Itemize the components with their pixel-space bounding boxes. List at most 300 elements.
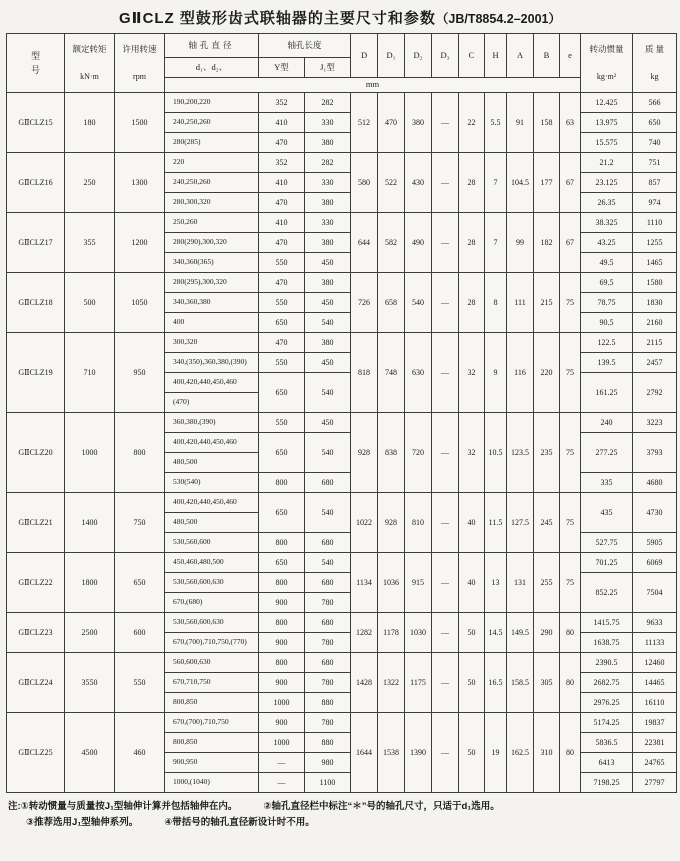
- inertia-unit-label: kg·m²: [596, 72, 617, 82]
- inertia-value: 78.75: [581, 293, 633, 313]
- model-name: GⅡCLZ20: [7, 413, 65, 493]
- torque-value: 1000: [65, 413, 115, 493]
- dim-D2-value: 490: [405, 213, 432, 273]
- inertia-value: 90.5: [581, 313, 633, 333]
- j1-length-value: 450: [305, 353, 351, 373]
- dim-B-value: 158: [534, 93, 560, 153]
- dim-H-value: 7: [485, 153, 507, 213]
- note-4: ④带括号的轴孔直径新设计时不用。: [164, 817, 315, 829]
- j1-length-value: 780: [305, 633, 351, 653]
- table-row: [7, 653, 677, 673]
- mass-value: 857: [633, 173, 677, 193]
- j1-length-value: 540: [305, 313, 351, 333]
- mass-value: 3793: [633, 433, 677, 473]
- table-body: [7, 93, 677, 793]
- bore-diameters: 280(290),300,320: [165, 233, 259, 253]
- mass-value: 2457: [633, 353, 677, 373]
- y-length-value: 470: [259, 333, 305, 353]
- dim-B-value: 290: [534, 613, 560, 653]
- dim-D3-value: —: [432, 153, 459, 213]
- inertia-value: 15.575: [581, 133, 633, 153]
- dim-H-value: 19: [485, 713, 507, 793]
- mass-value: 1830: [633, 293, 677, 313]
- y-length-value: 800: [259, 473, 305, 493]
- dim-e-value: 80: [560, 653, 581, 713]
- j1-length-value: 540: [305, 433, 351, 473]
- inertia-value: 21.2: [581, 153, 633, 173]
- inertia-value: 240: [581, 413, 633, 433]
- dim-D3-value: —: [432, 713, 459, 793]
- inertia-value: 49.5: [581, 253, 633, 273]
- title-main: GⅡCLZ 型鼓形齿式联轴器的主要尺寸和参数: [119, 10, 436, 27]
- dim-A-value: 131: [507, 553, 534, 613]
- dim-D-value: 580: [351, 153, 378, 213]
- dim-C-value: 32: [459, 333, 485, 413]
- model-name: GⅡCLZ18: [7, 273, 65, 333]
- dim-B-value: 255: [534, 553, 560, 613]
- dim-H-value: 14.5: [485, 613, 507, 653]
- page-title: [6, 5, 674, 33]
- table-row: [7, 713, 677, 733]
- dim-A-value: 162.5: [507, 713, 534, 793]
- dim-D-value: 512: [351, 93, 378, 153]
- j1-length-value: 980: [305, 753, 351, 773]
- dim-D-value: 928: [351, 413, 378, 493]
- model-name: GⅡCLZ25: [7, 713, 65, 793]
- speed-value: 600: [115, 613, 165, 653]
- dim-A-value: 99: [507, 213, 534, 273]
- mass-value: 16110: [633, 693, 677, 713]
- y-length-value: 470: [259, 273, 305, 293]
- table-row: [7, 413, 677, 433]
- inertia-value: 335: [581, 473, 633, 493]
- y-length-value: 800: [259, 573, 305, 593]
- y-length-value: 900: [259, 633, 305, 653]
- j1-length-value: 380: [305, 333, 351, 353]
- mass-value: 22381: [633, 733, 677, 753]
- mass-value: 650: [633, 113, 677, 133]
- y-length-value: 352: [259, 93, 305, 113]
- y-length-value: 800: [259, 653, 305, 673]
- title-standard: （JB/T8854.2–2001）: [435, 12, 561, 26]
- dim-C-value: 50: [459, 613, 485, 653]
- speed-value: 1200: [115, 213, 165, 273]
- col-header-mass: [633, 34, 677, 93]
- dim-A-value: 91: [507, 93, 534, 153]
- dim-D3-value: —: [432, 93, 459, 153]
- col-header-bore-length: 轴孔长度: [259, 34, 351, 58]
- dim-D1-value: 838: [378, 413, 405, 493]
- notes-line-2: [8, 815, 672, 831]
- speed-value: 1300: [115, 153, 165, 213]
- mass-value: 751: [633, 153, 677, 173]
- dim-B-value: 215: [534, 273, 560, 333]
- note-2: ②轴孔直径栏中标注“＊”号的轴孔尺寸，只适于d₁选用。: [263, 801, 500, 812]
- dim-A-value: 116: [507, 333, 534, 413]
- y-length-value: 900: [259, 673, 305, 693]
- mass-value: 740: [633, 133, 677, 153]
- inertia-value: 5836.5: [581, 733, 633, 753]
- j1-length-value: 380: [305, 133, 351, 153]
- dim-e-value: 75: [560, 413, 581, 493]
- inertia-value: 435: [581, 493, 633, 533]
- mass-value: 1580: [633, 273, 677, 293]
- y-length-value: 650: [259, 433, 305, 473]
- dim-D3-value: —: [432, 553, 459, 613]
- inertia-value: 5174.25: [581, 713, 633, 733]
- col-header-bore-sub: d₁、d₂、: [165, 58, 259, 78]
- mass-value: 1255: [633, 233, 677, 253]
- dim-D3-value: —: [432, 273, 459, 333]
- inertia-value: 701.25: [581, 553, 633, 573]
- model-name: GⅡCLZ23: [7, 613, 65, 653]
- dim-D2-value: 380: [405, 93, 432, 153]
- dim-D3-value: —: [432, 413, 459, 493]
- col-header-A: A: [507, 34, 534, 78]
- dim-D-value: 818: [351, 333, 378, 413]
- bore-diameters: (470): [165, 393, 259, 413]
- col-header-torque: [65, 34, 115, 93]
- mass-unit-label: kg: [650, 72, 659, 82]
- dim-H-value: 9: [485, 333, 507, 413]
- bore-diameters: 530,560,600,630: [165, 613, 259, 633]
- j1-length-value: 780: [305, 593, 351, 613]
- dim-H-value: 16.5: [485, 653, 507, 713]
- torque-value: 710: [65, 333, 115, 413]
- speed-value: 800: [115, 413, 165, 493]
- dim-D-value: 1022: [351, 493, 378, 553]
- model-name: GⅡCLZ15: [7, 93, 65, 153]
- torque-value: 2500: [65, 613, 115, 653]
- bore-diameters: 400,420,440,450,460: [165, 373, 259, 393]
- header-row-1: [7, 34, 677, 58]
- dim-D2-value: 1175: [405, 653, 432, 713]
- dim-B-value: 245: [534, 493, 560, 553]
- mass-value: 9633: [633, 613, 677, 633]
- dim-H-value: 5.5: [485, 93, 507, 153]
- j1-length-value: 1100: [305, 773, 351, 793]
- dim-D2-value: 430: [405, 153, 432, 213]
- torque-value: 1400: [65, 493, 115, 553]
- dim-e-value: 75: [560, 553, 581, 613]
- bore-diameters: 340,360,380: [165, 293, 259, 313]
- j1-length-value: 380: [305, 233, 351, 253]
- dim-C-value: 32: [459, 413, 485, 493]
- col-header-e: e: [560, 34, 581, 78]
- col-header-model: [7, 34, 65, 93]
- table-row: [7, 273, 677, 293]
- inertia-value: 7198.25: [581, 773, 633, 793]
- model-name: GⅡCLZ19: [7, 333, 65, 413]
- dim-e-value: 75: [560, 273, 581, 333]
- j1-length-value: 330: [305, 113, 351, 133]
- dim-D1-value: 748: [378, 333, 405, 413]
- dim-C-value: 28: [459, 213, 485, 273]
- inertia-value: 139.5: [581, 353, 633, 373]
- mass-value: 2792: [633, 373, 677, 413]
- bore-diameters: 360,380,(390): [165, 413, 259, 433]
- j1-length-value: 540: [305, 373, 351, 413]
- mass-value: 14465: [633, 673, 677, 693]
- bore-diameters: 530,560,600: [165, 533, 259, 553]
- bore-diameters: 670,(700),710,750: [165, 713, 259, 733]
- inertia-value: 38.325: [581, 213, 633, 233]
- inertia-value: 23.125: [581, 173, 633, 193]
- y-length-value: 550: [259, 293, 305, 313]
- inertia-value: 12.425: [581, 93, 633, 113]
- note-1: 注:①转动惯量与质量按J₁型轴伸计算并包括轴伸在内。: [8, 801, 238, 812]
- bore-diameters: 280(285): [165, 133, 259, 153]
- y-length-value: 800: [259, 613, 305, 633]
- y-length-value: 650: [259, 373, 305, 413]
- table-row: [7, 153, 677, 173]
- mass-value: 5905: [633, 533, 677, 553]
- y-length-value: 1000: [259, 693, 305, 713]
- parameters-table: [6, 33, 677, 793]
- bore-diameters: 340,360(365): [165, 253, 259, 273]
- bore-diameters: 480,500: [165, 453, 259, 473]
- dim-D1-value: 1036: [378, 553, 405, 613]
- j1-length-value: 680: [305, 473, 351, 493]
- bore-diameters: 530(540): [165, 473, 259, 493]
- bore-diameters: 400,420,440,450,460: [165, 493, 259, 513]
- dim-H-value: 7: [485, 213, 507, 273]
- inertia-value: 161.25: [581, 373, 633, 413]
- speed-value: 1500: [115, 93, 165, 153]
- dim-C-value: 22: [459, 93, 485, 153]
- model-name: GⅡCLZ16: [7, 153, 65, 213]
- model-name: GⅡCLZ24: [7, 653, 65, 713]
- dim-e-value: 80: [560, 713, 581, 793]
- speed-value: 750: [115, 493, 165, 553]
- model-name: GⅡCLZ22: [7, 553, 65, 613]
- j1-length-value: 540: [305, 493, 351, 533]
- mass-value: 974: [633, 193, 677, 213]
- col-header-D1: D₁: [378, 34, 405, 78]
- bore-diameters: 800,850: [165, 693, 259, 713]
- col-header-D2: D₂: [405, 34, 432, 78]
- inertia-value: 43.25: [581, 233, 633, 253]
- table-row: [7, 333, 677, 353]
- dim-e-value: 75: [560, 493, 581, 553]
- mass-value: 24765: [633, 753, 677, 773]
- y-length-value: 900: [259, 593, 305, 613]
- dim-C-value: 40: [459, 553, 485, 613]
- dim-D3-value: —: [432, 653, 459, 713]
- mass-value: 4680: [633, 473, 677, 493]
- dim-C-value: 28: [459, 153, 485, 213]
- dim-A-value: 104.5: [507, 153, 534, 213]
- bore-diameters: 670,710,750: [165, 673, 259, 693]
- mass-value: 2160: [633, 313, 677, 333]
- y-length-value: 900: [259, 713, 305, 733]
- bore-diameters: 250,260: [165, 213, 259, 233]
- inertia-value: 2390.5: [581, 653, 633, 673]
- y-length-value: 650: [259, 493, 305, 533]
- dim-B-value: 182: [534, 213, 560, 273]
- torque-value: 4500: [65, 713, 115, 793]
- speed-unit-label: rpm: [133, 72, 146, 82]
- dim-D1-value: 522: [378, 153, 405, 213]
- dim-C-value: 40: [459, 493, 485, 553]
- j1-length-value: 880: [305, 693, 351, 713]
- model-label: 型号: [31, 50, 41, 75]
- col-header-bore-diameter: 轴孔直径: [165, 34, 259, 58]
- dim-D2-value: 630: [405, 333, 432, 413]
- j1-length-value: 780: [305, 713, 351, 733]
- inertia-value: 2682.75: [581, 673, 633, 693]
- speed-value: 460: [115, 713, 165, 793]
- y-length-value: 650: [259, 313, 305, 333]
- inertia-value: 13.975: [581, 113, 633, 133]
- dim-B-value: 310: [534, 713, 560, 793]
- j1-length-value: 282: [305, 93, 351, 113]
- j1-length-value: 680: [305, 653, 351, 673]
- dim-B-value: 177: [534, 153, 560, 213]
- mass-value: 19837: [633, 713, 677, 733]
- dim-D-value: 1134: [351, 553, 378, 613]
- dim-D1-value: 582: [378, 213, 405, 273]
- torque-label: 额定转矩: [72, 43, 107, 54]
- col-header-y-type: Y型: [259, 58, 305, 78]
- mass-value: 27797: [633, 773, 677, 793]
- bore-diameters: 530,560,600,630: [165, 573, 259, 593]
- bore-diameters: 800,850: [165, 733, 259, 753]
- model-name: GⅡCLZ21: [7, 493, 65, 553]
- y-length-value: 410: [259, 213, 305, 233]
- dim-D-value: 1282: [351, 613, 378, 653]
- dim-A-value: 158.5: [507, 653, 534, 713]
- bore-diameters: 220: [165, 153, 259, 173]
- y-length-value: 1000: [259, 733, 305, 753]
- speed-value: 650: [115, 553, 165, 613]
- table-row: [7, 493, 677, 513]
- col-header-C: C: [459, 34, 485, 78]
- y-length-value: 550: [259, 353, 305, 373]
- dim-B-value: 305: [534, 653, 560, 713]
- note-3: ③推荐选用J₁型轴伸系列。: [26, 817, 139, 829]
- bore-diameters: 340,(350),360,380,(390): [165, 353, 259, 373]
- j1-length-value: 330: [305, 173, 351, 193]
- speed-label: 许用转速: [122, 43, 157, 54]
- j1-length-value: 330: [305, 213, 351, 233]
- col-header-mm-unit: mm: [165, 78, 581, 93]
- table-row: [7, 213, 677, 233]
- y-length-value: 352: [259, 153, 305, 173]
- mass-value: 2115: [633, 333, 677, 353]
- col-header-H: H: [485, 34, 507, 78]
- inertia-value: 2976.25: [581, 693, 633, 713]
- table-row: [7, 93, 677, 113]
- mass-value: 1110: [633, 213, 677, 233]
- col-header-speed: [115, 34, 165, 93]
- dim-D-value: 1644: [351, 713, 378, 793]
- y-length-value: 470: [259, 193, 305, 213]
- y-length-value: 650: [259, 553, 305, 573]
- mass-value: 4730: [633, 493, 677, 533]
- inertia-value: 26.35: [581, 193, 633, 213]
- col-header-inertia: [581, 34, 633, 93]
- dim-e-value: 63: [560, 93, 581, 153]
- mass-label: 质 量: [644, 43, 665, 54]
- model-name: GⅡCLZ17: [7, 213, 65, 273]
- dim-e-value: 67: [560, 213, 581, 273]
- j1-length-value: 880: [305, 733, 351, 753]
- bore-diameters: 280(295),300,320: [165, 273, 259, 293]
- dim-D2-value: 1030: [405, 613, 432, 653]
- y-length-value: 470: [259, 133, 305, 153]
- torque-value: 500: [65, 273, 115, 333]
- mass-value: 3223: [633, 413, 677, 433]
- dim-e-value: 67: [560, 153, 581, 213]
- dim-D3-value: —: [432, 213, 459, 273]
- dim-C-value: 28: [459, 273, 485, 333]
- dim-D2-value: 540: [405, 273, 432, 333]
- bore-diameters: 900,950: [165, 753, 259, 773]
- y-length-value: 800: [259, 533, 305, 553]
- inertia-value: 527.75: [581, 533, 633, 553]
- bore-diameters: 670,(680): [165, 593, 259, 613]
- inertia-value: 1415.75: [581, 613, 633, 633]
- col-header-B: B: [534, 34, 560, 78]
- table-row: [7, 553, 677, 573]
- dim-D2-value: 1390: [405, 713, 432, 793]
- dim-D-value: 1428: [351, 653, 378, 713]
- j1-length-value: 282: [305, 153, 351, 173]
- mass-value: 11133: [633, 633, 677, 653]
- inertia-value: 1638.75: [581, 633, 633, 653]
- y-length-value: 470: [259, 233, 305, 253]
- inertia-value: 6413: [581, 753, 633, 773]
- dim-D3-value: —: [432, 333, 459, 413]
- speed-value: 1050: [115, 273, 165, 333]
- torque-value: 355: [65, 213, 115, 273]
- notes: [8, 799, 672, 831]
- bore-diameters: 480,500: [165, 513, 259, 533]
- table-row: [7, 613, 677, 633]
- bore-diameters: 240,250,260: [165, 173, 259, 193]
- bore-diameters: 560,600,630: [165, 653, 259, 673]
- dim-H-value: 11.5: [485, 493, 507, 553]
- bore-diameters: 670,(700),710,750,(770): [165, 633, 259, 653]
- bore-diameters: 300,320: [165, 333, 259, 353]
- bore-diameters: 400: [165, 313, 259, 333]
- torque-value: 250: [65, 153, 115, 213]
- torque-value: 180: [65, 93, 115, 153]
- mass-value: 1465: [633, 253, 677, 273]
- j1-length-value: 540: [305, 553, 351, 573]
- bore-diameters: 190,200,220: [165, 93, 259, 113]
- dim-C-value: 50: [459, 653, 485, 713]
- bore-diameters: 450,460,480,500: [165, 553, 259, 573]
- y-length-value: 410: [259, 173, 305, 193]
- dim-D1-value: 658: [378, 273, 405, 333]
- inertia-value: 852.25: [581, 573, 633, 613]
- dim-D1-value: 1322: [378, 653, 405, 713]
- dim-A-value: 123.5: [507, 413, 534, 493]
- col-header-j1-type: J₁型: [305, 58, 351, 78]
- y-length-value: 550: [259, 253, 305, 273]
- mass-value: 6069: [633, 553, 677, 573]
- notes-line-1: [8, 799, 672, 815]
- j1-length-value: 380: [305, 273, 351, 293]
- dim-e-value: 75: [560, 333, 581, 413]
- col-header-D3: D₃: [432, 34, 459, 78]
- dim-A-value: 111: [507, 273, 534, 333]
- bore-diameters: 280,300,320: [165, 193, 259, 213]
- y-length-value: —: [259, 753, 305, 773]
- dim-e-value: 80: [560, 613, 581, 653]
